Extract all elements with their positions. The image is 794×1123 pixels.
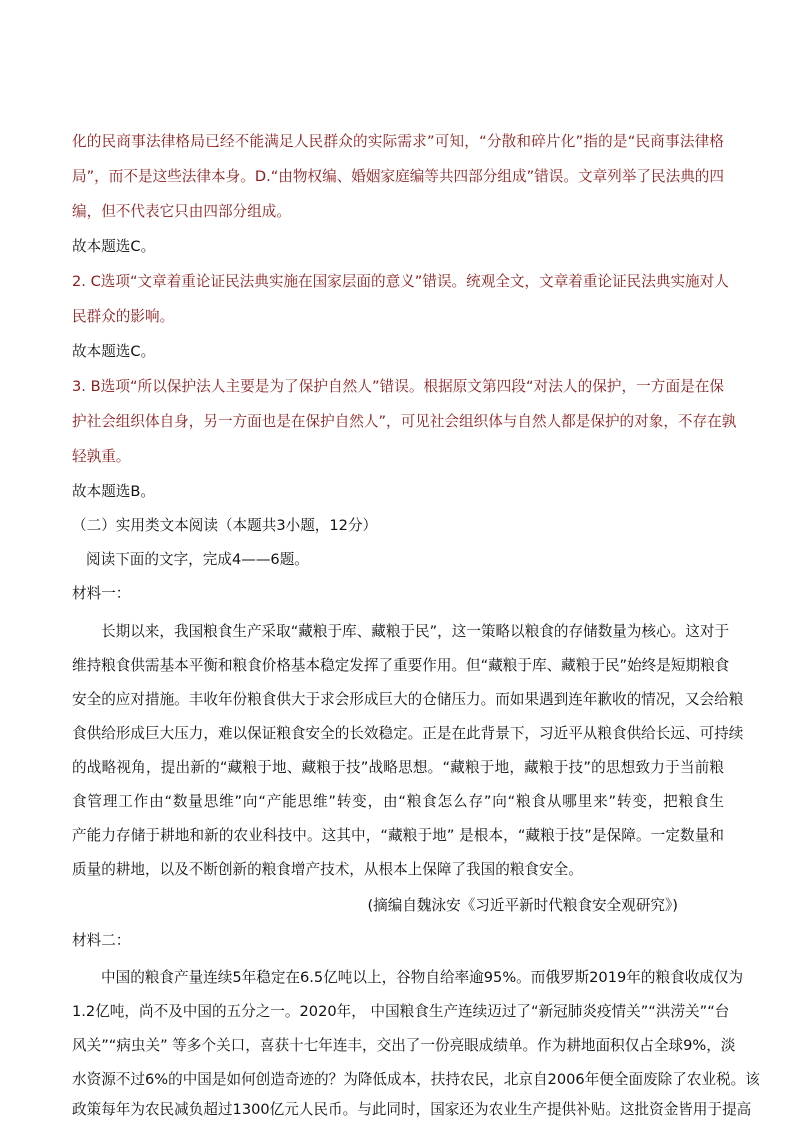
answer-text-line: 编，但不代表它只由四部分组成。 — [72, 203, 291, 220]
question-3-explanation: 3. B选项“所以保护法人主要是为了保护自然人”错误。根据原文第四段“对法人的保护，一方面是在保 — [72, 378, 724, 395]
answer-conclusion: 故本题选C。 — [72, 238, 156, 255]
material-1-source: (摘编自魏泳安《习近平新时代粮食安全观研究》) — [367, 897, 678, 914]
material-1-paragraph-line: 产能力存储于耕地和新的农业科技中。这其中，“藏粮于地” 是根本，“藏粮于技”是保障。一定数量和 — [72, 827, 724, 844]
section-heading: （二）实用类文本阅读（本题共3小题，12分） — [72, 517, 378, 534]
material-1-paragraph-line: 食管理工作由“数量思维”向“产能思维”转变，由“粮食怎么存”向“粮食从哪里来”转变，把粮食生 — [72, 793, 724, 810]
material-2-paragraph-line: 1.2亿吨，尚不及中国的五分之一。2020年， 中国粮食生产连续迈过了“新冠肺炎疫情关”“洪涝关”“台 — [72, 1003, 730, 1020]
material-1-paragraph-line: 的战略视角，提出新的“藏粮于地、藏粮于技”战略思想。“藏粮于地，藏粮于技”的思想致力于当前粮 — [72, 759, 724, 776]
material-2-paragraph-line: 中国的粮食产量连续5年稳定在6.5亿吨以上，谷物自给率逾95%。而俄罗斯2019年的粮食收成仅为 — [101, 969, 744, 986]
material-1-paragraph-line: 质量的耕地，以及不断创新的粮食增产技术，从根本上保障了我国的粮食安全。 — [72, 861, 583, 878]
material-2-paragraph-line: 政策每年为农民减负超过1300亿元人民币。与此同时，国家还为农业生产提供补贴。这批资金皆用于提高 — [72, 1101, 752, 1118]
reading-instruction: 阅读下面的文字，完成4——6题。 — [86, 551, 309, 568]
material-2-paragraph-line: 水资源不过6%的中国是如何创造奇迹的？为降低成本，扶持农民，北京自2006年便全面废除了农业税。该 — [72, 1071, 760, 1088]
question-2-explanation: 2. C选项“文章着重论证民法典实施在国家层面的意义”错误。统观全文，文章着重论证民法典实施对人 — [72, 273, 729, 290]
question-3-explanation: 轻孰重。 — [72, 448, 131, 465]
material-1-label: 材料一： — [72, 585, 131, 602]
material-2-label: 材料二： — [72, 932, 131, 949]
answer-text-line: 局”，而不是这些法律本身。D.“由物权编、婚姻家庭编等共四部分组成”错误。文章列举了民法典的四 — [72, 168, 724, 185]
question-3-explanation: 护社会组织体自身，另一方面也是在保护自然人”，可见社会组织体与自然人都是保护的对象，不存在孰 — [72, 413, 737, 430]
material-1-paragraph-line: 长期以来，我国粮食生产采取“藏粮于库、藏粮于民”，这一策略以粮食的存储数量为核心。这对于 — [101, 623, 730, 640]
answer-text-line: 化的民商事法律格局已经不能满足人民群众的实际需求”可知，“分散和碎片化”指的是“民商事法律格 — [72, 133, 724, 150]
material-1-paragraph-line: 食供给形成巨大压力，难以保证粮食安全的长效稳定。正是在此背景下，习近平从粮食供给长远、可持续 — [72, 725, 744, 742]
answer-conclusion: 故本题选C。 — [72, 343, 156, 360]
material-2-paragraph-line: 风关”“病虫关” 等多个关口，喜获十七年连丰，交出了一份亮眼成绩单。作为耕地面积仅占全球9%，淡 — [72, 1037, 736, 1054]
material-1-paragraph-line: 维持粮食供需基本平衡和粮食价格基本稳定发挥了重要作用。但“藏粮于库、藏粮于民”始终是短期粮食 — [72, 657, 730, 674]
answer-conclusion: 故本题选B。 — [72, 483, 155, 500]
material-1-paragraph-line: 安全的应对措施。丰收年份粮食供大于求会形成巨大的仓储压力。而如果遇到连年歉收的情况，又会给粮 — [72, 691, 744, 708]
question-2-explanation: 民群众的影响。 — [72, 308, 175, 325]
